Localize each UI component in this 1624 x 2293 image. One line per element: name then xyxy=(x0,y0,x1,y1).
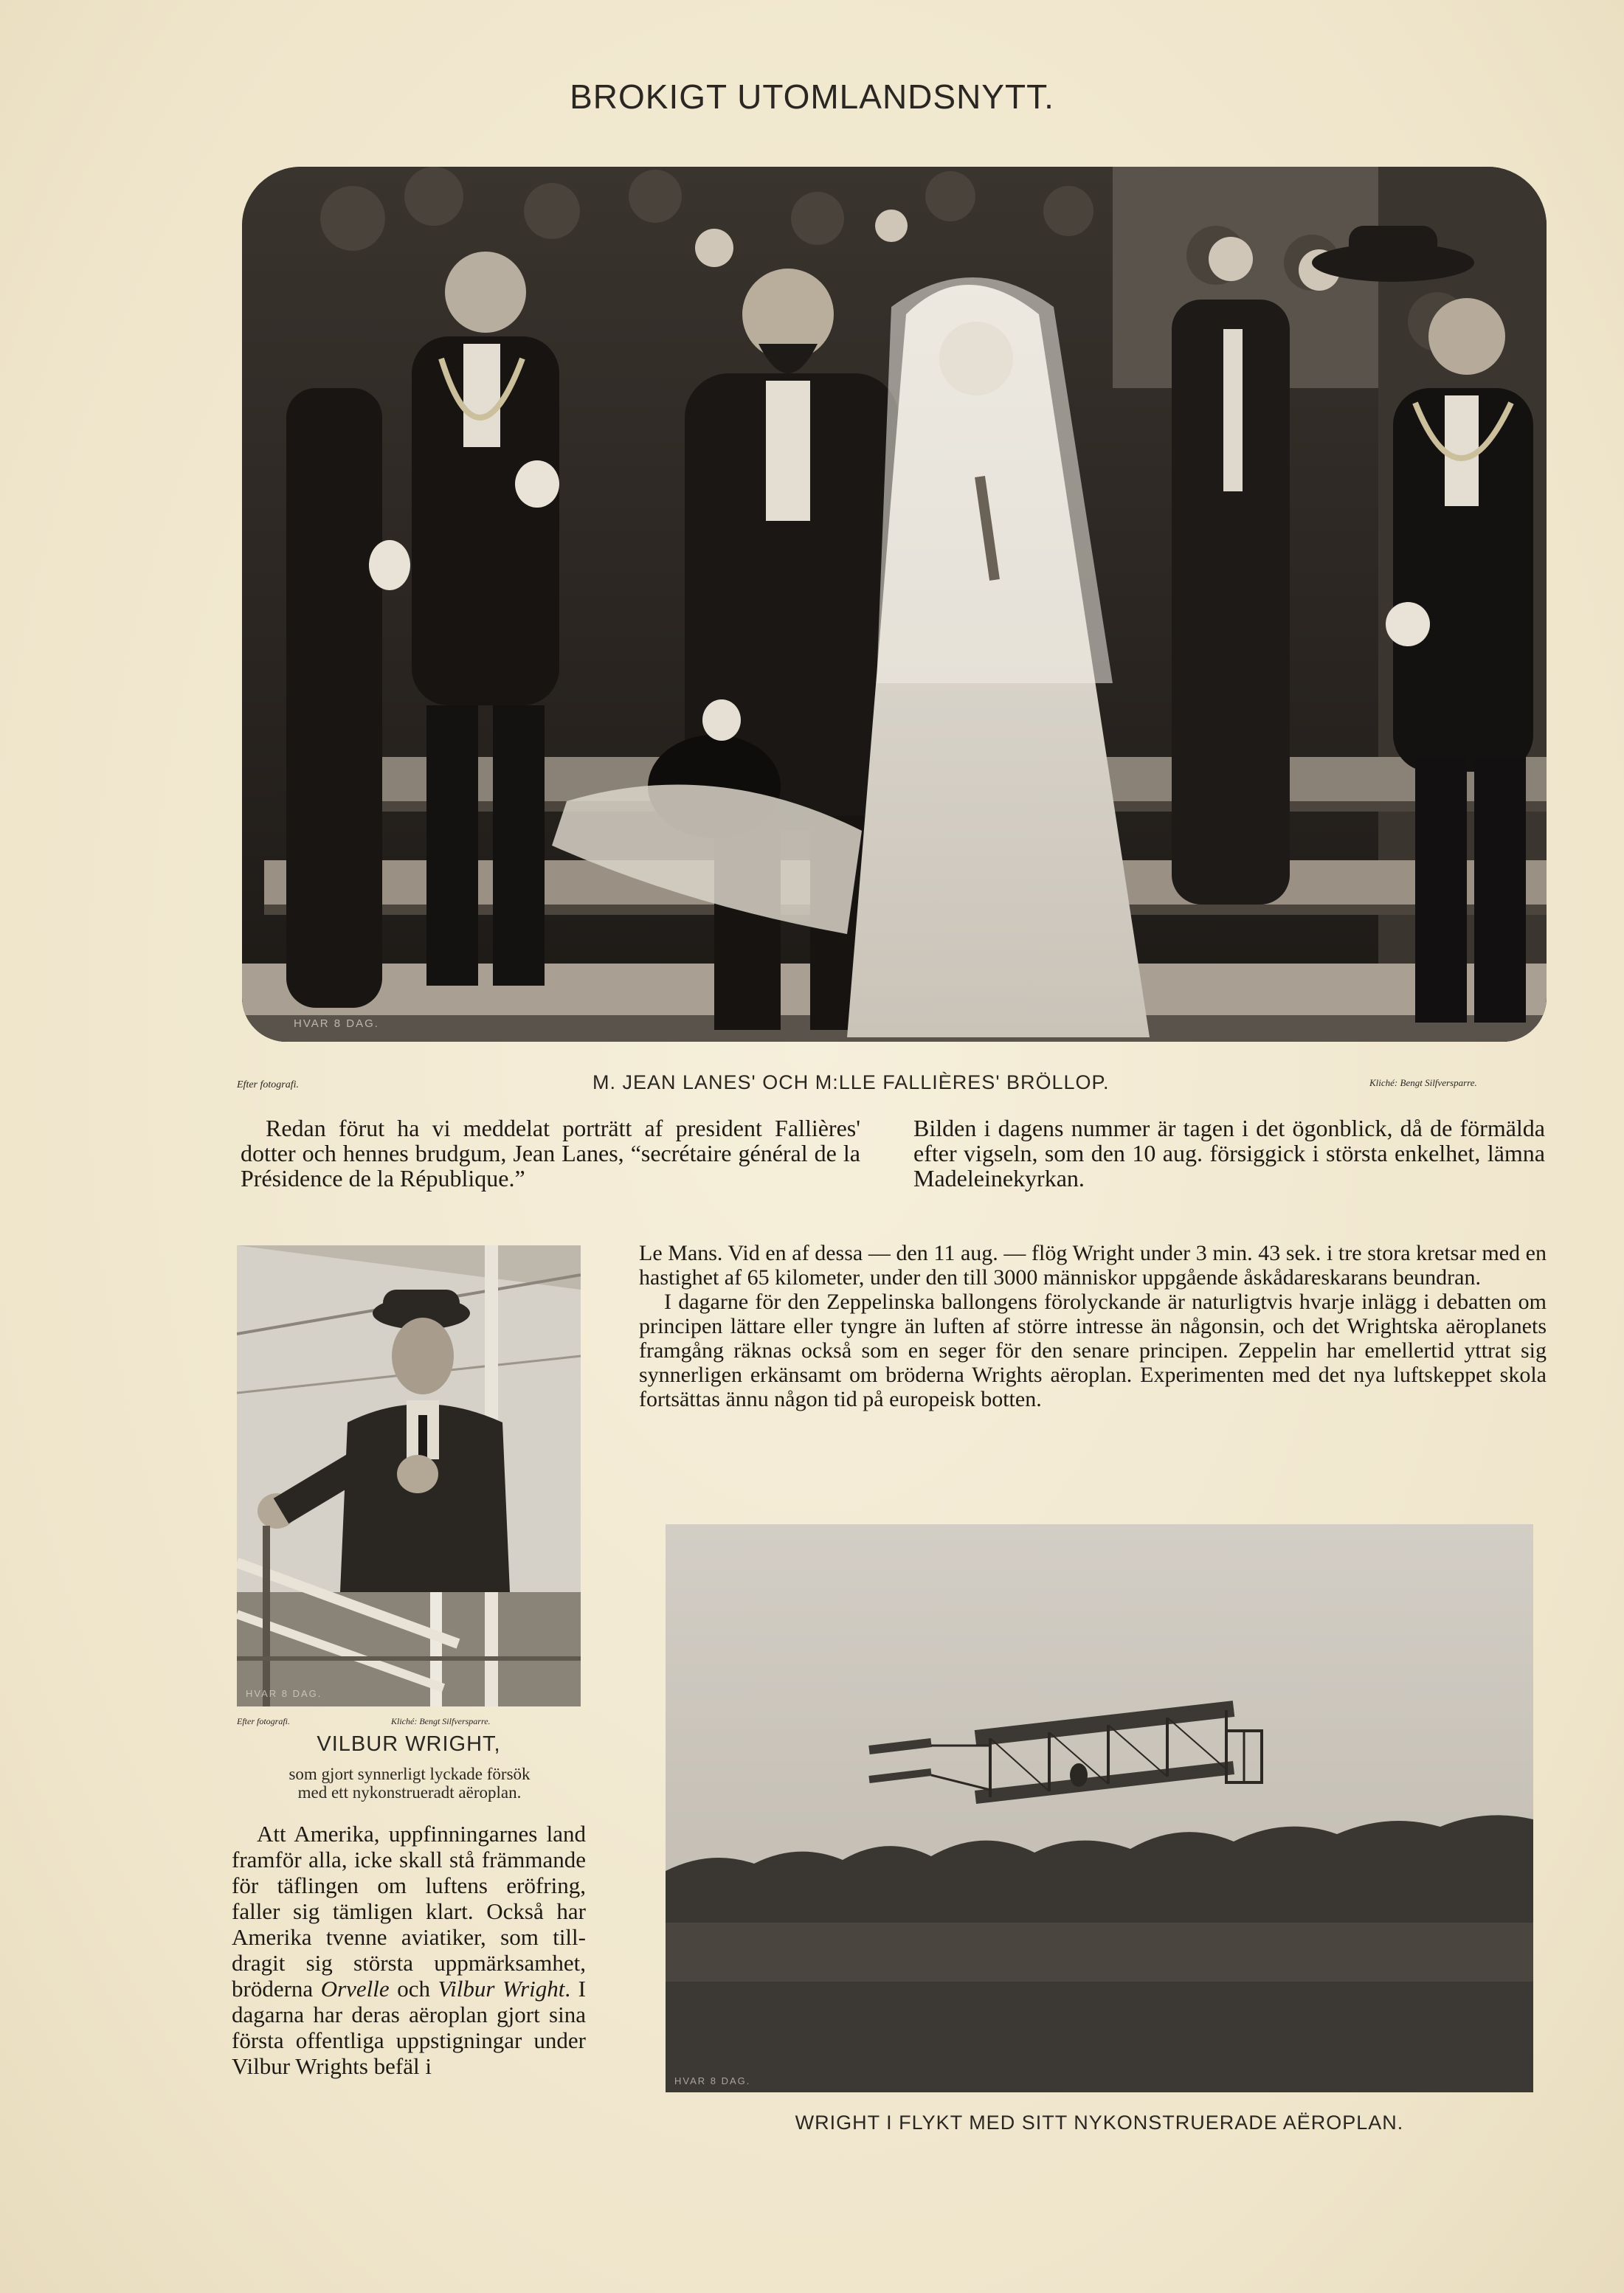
wedding-text-right xyxy=(913,1116,1545,1191)
flight-photo-caption: WRIGHT I FLYKT MED SITT NYKONSTRUERADE AËROPLAN. xyxy=(795,2112,1404,2134)
wedding-text-right-paragraph: Bilden i dagens nummer är tagen i det ögonblick, då de förmälda efter vigseln, som den 10 aug. försiggick i största enkelhet, lämna Madeleinekyrkan. xyxy=(913,1115,1545,1192)
orvelle-name: Orvelle xyxy=(320,1976,390,2002)
page-title: BROKIGT UTOMLANDSNYTT. xyxy=(570,77,1054,116)
wedding-photo-illustration xyxy=(242,167,1547,1042)
wedding-text-left xyxy=(241,1116,860,1191)
article-left-text-2: . I dagarna har deras aëroplan gjort sina första offentliga uppstigningar under Vilbur Wrights befäl i xyxy=(232,1976,587,2079)
wedding-photo-credit-left: Efter fotografi. xyxy=(237,1079,299,1090)
vilbur-photo-credit-right: Kliché: Bengt Silfversparre. xyxy=(391,1716,491,1726)
article-left-and: och xyxy=(389,1976,438,2002)
vilbur-name: Vilbur Wright xyxy=(438,1976,565,2002)
wright-flight-photo xyxy=(666,1524,1533,2092)
vilbur-caption-line2: med ett nykonstrueradt aëroplan. xyxy=(297,1783,522,1802)
flight-photo-watermark: HVAR 8 DAG. xyxy=(674,2075,751,2086)
vilbur-photo-watermark: HVAR 8 DAG. xyxy=(246,1688,322,1699)
wedding-photo xyxy=(242,167,1547,1042)
vilbur-photo-credit-left: Efter fotografi. xyxy=(237,1716,290,1726)
vilbur-wright-illustration xyxy=(237,1245,581,1706)
vilbur-wright-photo xyxy=(237,1245,581,1706)
wedding-photo-watermark: HVAR 8 DAG. xyxy=(294,1017,379,1030)
article-left-text-1: Att Amerika, uppfinningarnes land framför alla, icke skall stå främmande för täflingen om luftens eröfring, faller sig tämligen klart. Också har Amerika tvenne aviatiker, som tilldragit sig största uppmärksamhet, bröderna xyxy=(232,1821,586,2002)
article-right-column xyxy=(639,1241,1547,1411)
wedding-text-left-paragraph: Redan förut ha vi meddelat porträtt af president Fallières' dotter och hennes brudgum, Jean Lanes, “secrétaire général de la Présidence de la République.” xyxy=(241,1115,860,1192)
wedding-photo-caption: M. JEAN LANES' OCH M:LLE FALLIÈRES' BRÖLLOP. xyxy=(592,1071,1110,1093)
article-left-paragraph xyxy=(232,1821,586,2079)
vilbur-caption-title: VILBUR WRIGHT, xyxy=(317,1732,501,1756)
article-right-paragraph-2: I dagarne för den Zeppelinska ballongens förolyckande är naturligtvis hvarje inlägg i debatten om principen lättare eller tyngre än luften af större intresse än någonsin, och det Wrightska aëroplanets framgång räknas också som en seger för den senare principen. Zeppelin har emellertid yttrat sig synnerligen erkänsamt om bröderna Wrights aëroplan. Experimenten med det nya luftskeppet skola fortsättas ännu någon tid på europeisk botten. xyxy=(639,1290,1547,1411)
vilbur-caption-line1: som gjort synnerligt lyckade försök xyxy=(288,1765,531,1783)
wedding-photo-credit-right: Kliché: Bengt Silfversparre. xyxy=(1369,1077,1477,1088)
article-left-column xyxy=(232,1821,586,2079)
article-right-paragraph-1: Le Mans. Vid en af dessa — den 11 aug. — flög Wright under 3 min. 43 sek. i tre stora kretsar med en hastighet af 65 kilometer, under den till 3000 människor uppgående åskådareskarans beundran. xyxy=(639,1241,1547,1290)
wright-flight-illustration xyxy=(666,1524,1533,2092)
